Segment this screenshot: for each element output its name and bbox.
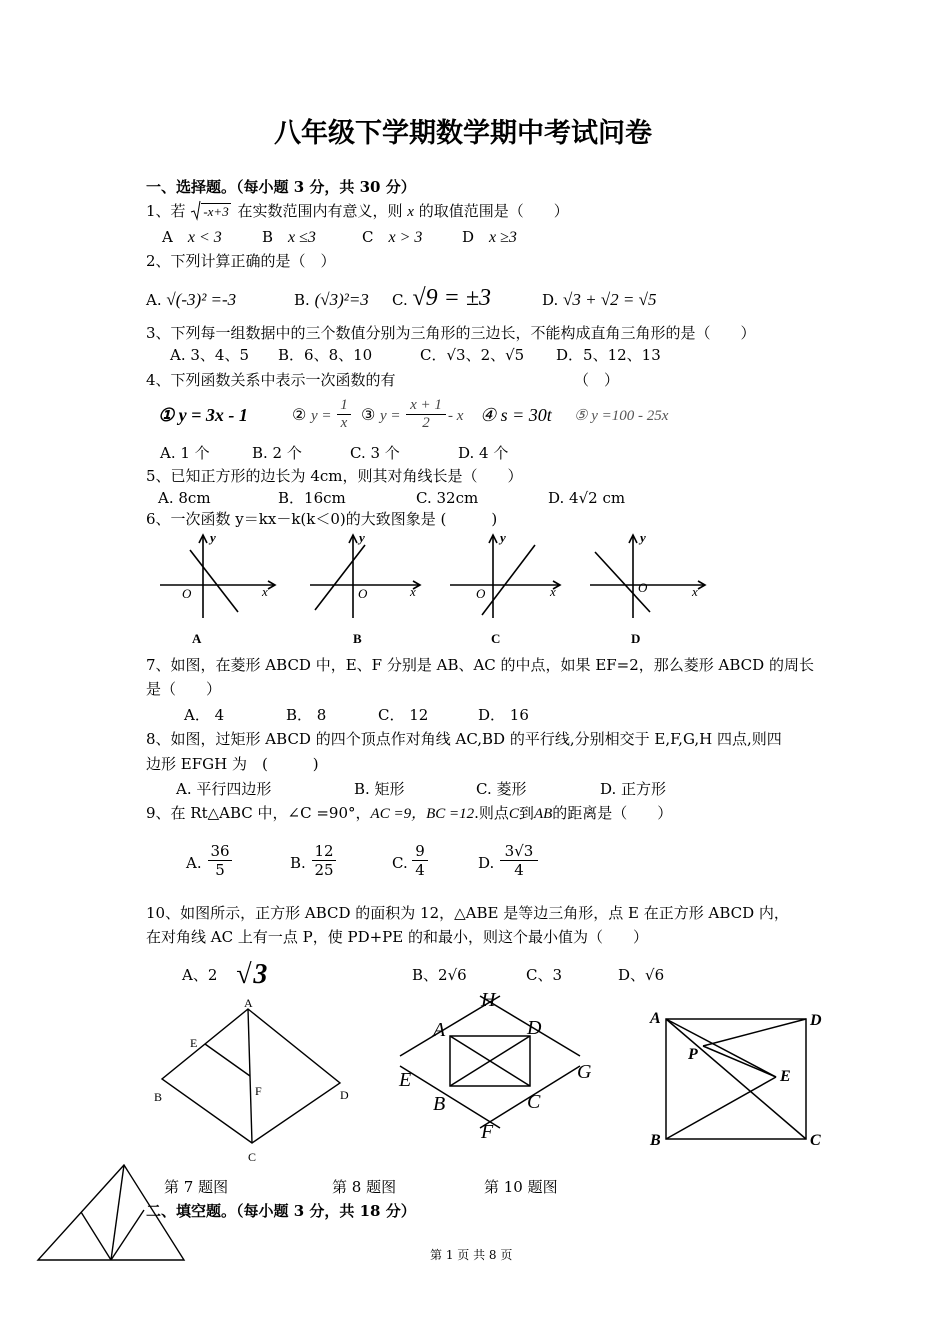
q10-option-d: D、√6: [618, 966, 665, 984]
fig8-label-b: B: [433, 1093, 446, 1115]
q8-option-b: B. 矩形: [354, 780, 405, 798]
q4-option-d: D. 4 个: [458, 444, 509, 462]
q8-option-a: A. 平行四边形: [176, 780, 272, 798]
caption-figure-10: 第 10 题图: [484, 1178, 558, 1196]
fig8-label-f: F: [481, 1121, 494, 1143]
page-footer: 第 1 页 共 8 页: [430, 1248, 513, 1262]
q4-answer-paren: （ ）: [574, 371, 620, 389]
q2-option-a: A. √(-3)² =-3: [146, 290, 237, 309]
q4-function-2-lhs: y =: [311, 408, 332, 424]
q6-graph-a: [160, 535, 275, 618]
q7-stem-line1: 7、如图，在菱形 ABCD 中，E、F 分别是 AB、AC 的中点，如果 EF=2，那么菱形 ABCD 的周长: [146, 656, 814, 674]
q9-stem: 9、在 Rt△ABC 中，∠C =90°，AC =9，BC =12.则点C到AB的距离是（ ）: [146, 804, 673, 822]
q9-option-c-letter: C.: [392, 854, 408, 872]
figure-7-rhombus: [150, 995, 350, 1170]
page-title: 八年级下学期数学期中考试问卷: [274, 118, 652, 149]
q1-stem: 1、若 -x+3 在实数范围内有意义，则 x 的取值范围是（ ）: [146, 202, 569, 220]
q6-c-label: C: [491, 631, 501, 646]
q4-option-b: B. 2 个: [252, 444, 302, 462]
q3-option-b: B．6、8、10: [278, 346, 373, 364]
q6-b-label: B: [353, 631, 362, 646]
q4-function-3-fraction: $\frac{x + 1}{2}$: [406, 397, 446, 432]
q9-option-b-fraction: $\frac{12}{25}$: [312, 842, 336, 879]
fig10-label-d: D: [810, 1012, 822, 1029]
q4-function-3-marker: ③: [361, 405, 376, 424]
q7-option-a: A． 4: [184, 706, 225, 724]
q6-a-axis-y: y: [210, 530, 216, 545]
q5-option-b: B．16cm: [278, 489, 346, 507]
fig7-label-b: B: [154, 1090, 163, 1104]
q10-option-b: B、2√6: [412, 966, 467, 984]
q4-option-a: A. 1 个: [160, 444, 210, 462]
q5-option-d: D. 4√2 cm: [548, 489, 626, 507]
fig10-label-b: B: [650, 1132, 661, 1149]
q7-option-d: D． 16: [478, 706, 529, 724]
q3-option-a: A. 3、4、5: [170, 346, 249, 364]
q4-function-4: ④ s = 30t: [480, 405, 552, 425]
q3-stem: 3、下列每一组数据中的三个数值分别为三角形的三边长，不能构成直角三角形的是（ ）: [146, 324, 756, 342]
figure-8-rectangle: [395, 988, 605, 1143]
q6-b-axis-x: x: [410, 584, 416, 599]
q5-option-a: A. 8cm: [158, 489, 211, 507]
q6-a-axis-x: x: [262, 584, 268, 599]
q7-option-c: C． 12: [378, 706, 429, 724]
q2-option-d: D. √3 + √2 = √5: [542, 290, 657, 309]
q4-stem: 4、下列函数关系中表示一次函数的有: [146, 371, 396, 389]
figure-10-square: [648, 1005, 838, 1155]
q2-option-b: B. (√3)²=3: [294, 290, 369, 309]
q9-option-b-letter: B.: [290, 854, 306, 872]
q10-stem-line2: 在对角线 AC 上有一点 P，使 PD+PE 的和最小，则这个最小值为（ ）: [146, 928, 648, 946]
fig7-label-a: A: [244, 996, 253, 1010]
q8-option-c: C. 菱形: [476, 780, 527, 798]
q6-graph-options: [150, 530, 730, 650]
fig10-label-e: E: [780, 1068, 791, 1085]
fig7-label-e: E: [190, 1036, 198, 1050]
caption-figure-8: 第 8 题图: [332, 1178, 397, 1196]
q6-a-label: A: [192, 631, 202, 646]
q6-c-axis-x: x: [550, 584, 556, 599]
fig8-label-a: A: [433, 1019, 446, 1041]
q1-radical: -x+3: [192, 202, 230, 220]
q6-c-origin: O: [476, 586, 486, 601]
q6-d-label: D: [631, 631, 641, 646]
fig8-label-h: H: [481, 989, 496, 1011]
fig7-label-c: C: [248, 1150, 257, 1164]
q6-d-origin: O: [638, 580, 648, 595]
fig8-label-g: G: [577, 1061, 592, 1083]
q9-option-d-letter: D.: [478, 854, 495, 872]
q3-option-c: C．√3、2、√5: [420, 346, 525, 364]
q2-stem: 2、下列计算正确的是（ ）: [146, 252, 336, 270]
fig10-label-c: C: [810, 1132, 821, 1149]
q4-function-3-tail: - x: [448, 408, 464, 424]
q4-function-5: ⑤ y =100 - 25x: [574, 408, 669, 424]
q5-stem: 5、已知正方形的边长为 4cm，则其对角线长是（ ）: [146, 467, 523, 485]
section-choice-heading: 一、选择题。（每小题 3 分，共 30 分）: [146, 178, 416, 196]
q1-option-d: D x ≥3: [462, 228, 517, 246]
q4-function-1: ① y = 3x - 1: [158, 405, 248, 425]
q10-option-a: A、2: [182, 966, 218, 984]
q5-option-c: C. 32cm: [416, 489, 479, 507]
q1-option-c: C x > 3: [362, 228, 423, 246]
q4-function-2-fraction: $\frac{1}{x}$: [337, 397, 351, 432]
fig10-label-a: A: [650, 1010, 661, 1027]
q6-graph-c: [450, 535, 560, 618]
fig8-label-e: E: [399, 1069, 412, 1091]
q8-stem-line2: 边形 EFGH 为 ( ): [146, 755, 319, 773]
q8-stem-line1: 8、如图，过矩形 ABCD 的四个顶点作对角线 AC,BD 的平行线,分别相交于 E,F,G,H 四点,则四: [146, 730, 782, 748]
q2-option-c: C. √9 = ±3: [392, 285, 492, 311]
q8-option-d: D. 正方形: [600, 780, 667, 798]
fig7-label-d: D: [340, 1088, 349, 1102]
fig8-label-d: D: [527, 1017, 542, 1039]
q6-stem: 6、一次函数 y＝kx－k(k＜0)的大致图象是 ( ): [146, 510, 498, 528]
q4-function-2-marker: ②: [292, 405, 307, 424]
q6-b-origin: O: [358, 586, 368, 601]
fig7-label-f: F: [255, 1084, 262, 1098]
q9-option-d-fraction: $\frac{3√3}{4}$: [500, 842, 538, 879]
q6-d-axis-y: y: [640, 530, 646, 545]
q7-option-b: B． 8: [286, 706, 327, 724]
q4-function-3-lhs: y =: [380, 408, 401, 424]
q4-option-c: C. 3 个: [350, 444, 400, 462]
radical-sign-icon: [191, 201, 201, 221]
caption-figure-7: 第 7 题图: [164, 1178, 229, 1196]
q3-option-d: D．5、12、13: [556, 346, 661, 364]
q1-option-b: B x ≤3: [262, 228, 316, 246]
q6-d-axis-x: x: [692, 584, 698, 599]
section-fill-heading: 二、填空题。（每小题 3 分，共 18 分）: [146, 1202, 416, 1220]
q7-stem-line2: 是（ ）: [146, 680, 222, 698]
q6-graph-d: [590, 535, 705, 618]
q6-b-axis-y: y: [359, 530, 365, 545]
q10-stem-line1: 10、如图所示，正方形 ABCD 的面积为 12，△ABE 是等边三角形，点 E 在正方形 ABCD 内，: [146, 904, 789, 922]
fig10-label-p: P: [688, 1046, 698, 1063]
q9-option-a-letter: A.: [186, 854, 202, 872]
q6-c-axis-y: y: [500, 530, 506, 545]
fig8-label-c: C: [527, 1091, 541, 1113]
q10-option-a-radical: √3: [236, 959, 270, 990]
q9-option-a-fraction: $\frac{36}{5}$: [208, 842, 232, 879]
q6-a-origin: O: [182, 586, 192, 601]
q6-graph-b: [310, 535, 420, 618]
q1-option-a: A x < 3: [162, 228, 222, 246]
q9-option-c-fraction: $\frac{9}{4}$: [412, 842, 428, 879]
q10-option-c: C、3: [526, 966, 563, 984]
